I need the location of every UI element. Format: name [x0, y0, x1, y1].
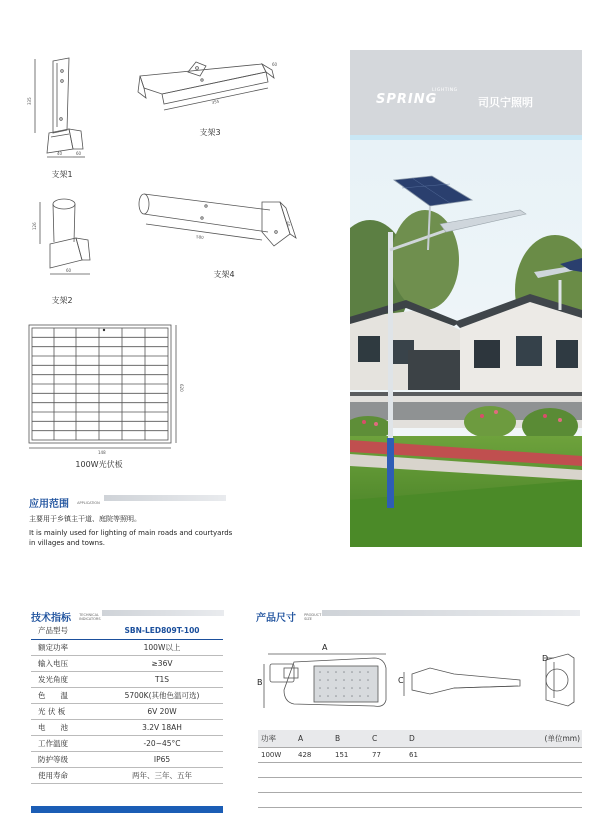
- application-text-cn: 主要用于乡镇主干道、庭院等照明。: [29, 515, 141, 523]
- size-table-header-row: [258, 730, 582, 747]
- spec-value: 3.2V 18AH: [101, 719, 223, 735]
- bracket-2-caption: 支架2: [51, 296, 73, 305]
- tech-header-bar: [102, 610, 224, 616]
- brand-logo-chinese: 司贝宁照明: [478, 96, 533, 109]
- tech-spec-table: [31, 623, 223, 784]
- brand-logo-name: SPRING: [376, 92, 438, 107]
- spec-value: IP65: [101, 751, 223, 767]
- spec-value: 两年、三年、五年: [101, 767, 223, 783]
- size-label-b: B: [257, 678, 263, 687]
- spec-key: 产品型号: [31, 623, 101, 639]
- spec-value: T1S: [101, 671, 223, 687]
- spec-row: [31, 655, 223, 671]
- size-header-d: D: [409, 730, 449, 747]
- spec-key: 电 池: [31, 719, 101, 735]
- tech-subtitle: [79, 613, 101, 621]
- bracket-3-dim-depth: 60: [272, 62, 278, 67]
- bracket-3-drawing: [132, 58, 282, 128]
- bracket-1-dim-depth: 60: [76, 151, 82, 156]
- size-subtitle-line1: PRODUCT: [304, 612, 322, 617]
- bracket-1-dim-width: 40: [57, 151, 63, 156]
- size-cell-c: 77: [372, 747, 409, 762]
- solar-panel-drawing: [24, 320, 184, 460]
- size-table-blank-row: [258, 762, 582, 777]
- size-cell-empty: [449, 747, 582, 762]
- spec-row: [31, 639, 223, 655]
- spec-key: 使用寿命: [31, 767, 101, 783]
- size-cell-a: 428: [298, 747, 335, 762]
- tech-spec-table-wrap: [31, 623, 223, 784]
- size-header-power: 功率: [258, 730, 298, 747]
- size-table-blank-row: [258, 777, 582, 792]
- spec-value: 100W以上: [101, 639, 223, 655]
- size-table: [258, 730, 582, 808]
- bracket-2-dim-width: 60: [66, 268, 72, 273]
- size-cell-power: 100W: [258, 747, 298, 762]
- bracket-4-drawing: [134, 188, 306, 268]
- spec-key: 防护等级: [31, 751, 101, 767]
- spec-row: [31, 767, 223, 783]
- size-header-c: C: [372, 730, 409, 747]
- bracket-4-dim-depth: 60: [285, 220, 292, 228]
- size-header-unit: (单位mm): [449, 730, 582, 747]
- bracket-3-caption: 支架3: [199, 128, 221, 137]
- spec-row: [31, 719, 223, 735]
- tech-title: 技术指标: [31, 613, 71, 624]
- spec-value: -20~45°C: [101, 735, 223, 751]
- bracket-1-drawing: [25, 55, 105, 165]
- spec-key: 色 温: [31, 687, 101, 703]
- spec-value: 5700K(其他色温可选): [101, 687, 223, 703]
- size-label-a: A: [322, 643, 328, 652]
- bracket-3-dim-length: 355: [211, 98, 220, 105]
- spec-row-model: [31, 623, 223, 639]
- brand-header: [350, 50, 582, 135]
- spec-value: 6V 20W: [101, 703, 223, 719]
- tech-footer-bar: [31, 806, 223, 813]
- size-label-c: C: [398, 676, 404, 685]
- panel-dim-width: 148: [98, 450, 106, 455]
- lamp-size-drawing: [254, 644, 584, 712]
- spec-row: [31, 703, 223, 719]
- size-subtitle-line2: SIZE: [304, 616, 312, 621]
- bracket-1-dim-height: 335: [27, 97, 32, 105]
- spec-row: [31, 735, 223, 751]
- tech-subtitle-line2: INDICATORS: [79, 616, 101, 621]
- product-photo-panel: [350, 50, 582, 547]
- size-subtitle: [304, 613, 321, 621]
- spec-key: 发光角度: [31, 671, 101, 687]
- size-label-d: D: [542, 654, 549, 663]
- size-table-wrap: [258, 730, 582, 808]
- application-header-bar: [104, 495, 226, 501]
- spec-key: 工作温度: [31, 735, 101, 751]
- size-table-row: [258, 747, 582, 762]
- spec-value: SBN-LED809T-100: [101, 623, 223, 639]
- brand-tag: LIGHTING: [432, 88, 458, 93]
- bracket-4-dim-length: 580: [195, 234, 205, 240]
- size-title: 产品尺寸: [256, 613, 296, 624]
- size-table-blank-row: [258, 792, 582, 807]
- street-light-photo: [350, 140, 582, 547]
- panel-dim-height: 620: [179, 384, 184, 392]
- spec-row: [31, 751, 223, 767]
- application-title: 应用范围: [29, 499, 69, 510]
- solar-panel-caption: 100W光伏板: [75, 460, 123, 469]
- size-cell-d: 61: [409, 747, 449, 762]
- spec-value: ≥36V: [101, 655, 223, 671]
- spec-key: 输入电压: [31, 655, 101, 671]
- spec-row: [31, 687, 223, 703]
- tech-subtitle-line1: TECHNICAL: [79, 612, 99, 617]
- size-header-a: A: [298, 730, 335, 747]
- spec-row: [31, 671, 223, 687]
- size-header-bar: [322, 610, 580, 616]
- application-text-en: It is mainly used for lighting of main roads and courtyards in villages and towns.: [29, 529, 233, 547]
- bracket-1-caption: 支架1: [51, 170, 73, 179]
- application-subtitle: APPLICATION: [77, 500, 100, 505]
- bracket-2-drawing: [28, 190, 98, 285]
- bracket-4-caption: 支架4: [213, 270, 235, 279]
- spec-key: 额定功率: [31, 639, 101, 655]
- size-header-b: B: [335, 730, 372, 747]
- spec-key: 光 伏 板: [31, 703, 101, 719]
- bracket-2-dim-height: 126: [32, 222, 37, 230]
- size-cell-b: 151: [335, 747, 372, 762]
